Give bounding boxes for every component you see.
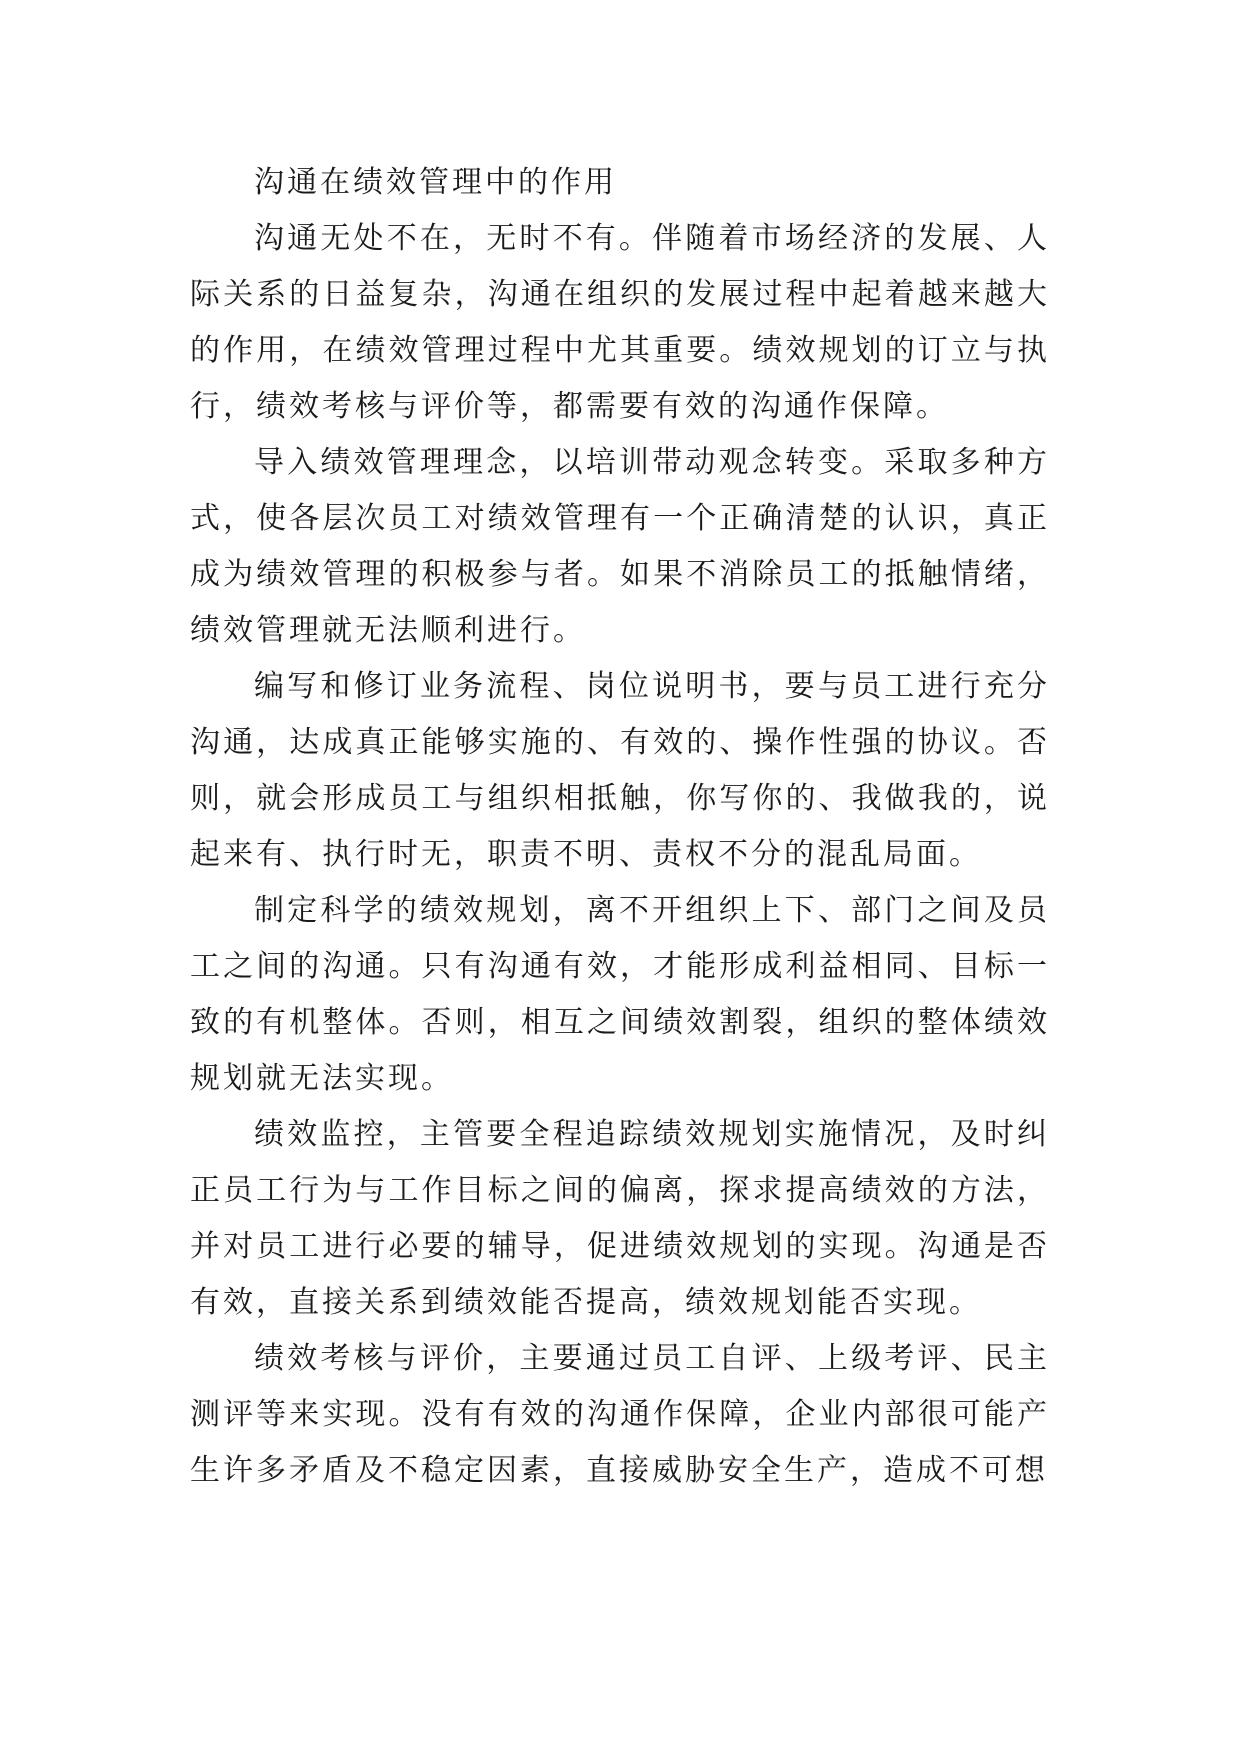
document-page [190,155,1050,1499]
document-title: 沟通在绩效管理中的作用 [254,165,617,200]
paragraph-2: 导入绩效管理理念，以培训带动观念转变。采取多种方式，使各层次员工对绩效管理有一个正确清楚的认识，真正成为绩效管理的积极参与者。如果不消除员工的抵触情绪，绩效管理就无法顺利进行。 [190,445,1050,648]
paragraph-5: 绩效监控，主管要全程追踪绩效规划实施情况，及时纠正员工行为与工作目标之间的偏离，探求提高绩效的方法，并对员工进行必要的辅导，促进绩效规划的实现。沟通是否有效，直接关系到绩效能否提高，绩效规划能否实现。 [190,1117,1050,1320]
paragraph-1: 沟通无处不在，无时不有。伴随着市场经济的发展、人际关系的日益复杂，沟通在组织的发展过程中起着越来越大的作用，在绩效管理过程中尤其重要。绩效规划的订立与执行，绩效考核与评价等，都需要有效的沟通作保障。 [190,221,1050,424]
paragraph-3: 编写和修订业务流程、岗位说明书，要与员工进行充分沟通，达成真正能够实施的、有效的、操作性强的协议。否则，就会形成员工与组织相抵触，你写你的、我做我的，说起来有、执行时无，职责不明、责权不分的混乱局面。 [190,669,1050,872]
paragraph-4: 制定科学的绩效规划，离不开组织上下、部门之间及员工之间的沟通。只有沟通有效，才能形成利益相同、目标一致的有机整体。否则，相互之间绩效割裂，组织的整体绩效规划就无法实现。 [190,893,1050,1096]
paragraph-6: 绩效考核与评价，主要通过员工自评、上级考评、民主测评等来实现。没有有效的沟通作保障，企业内部很可能产生许多矛盾及不稳定因素，直接威胁安全生产，造成不可想 [190,1341,1050,1488]
